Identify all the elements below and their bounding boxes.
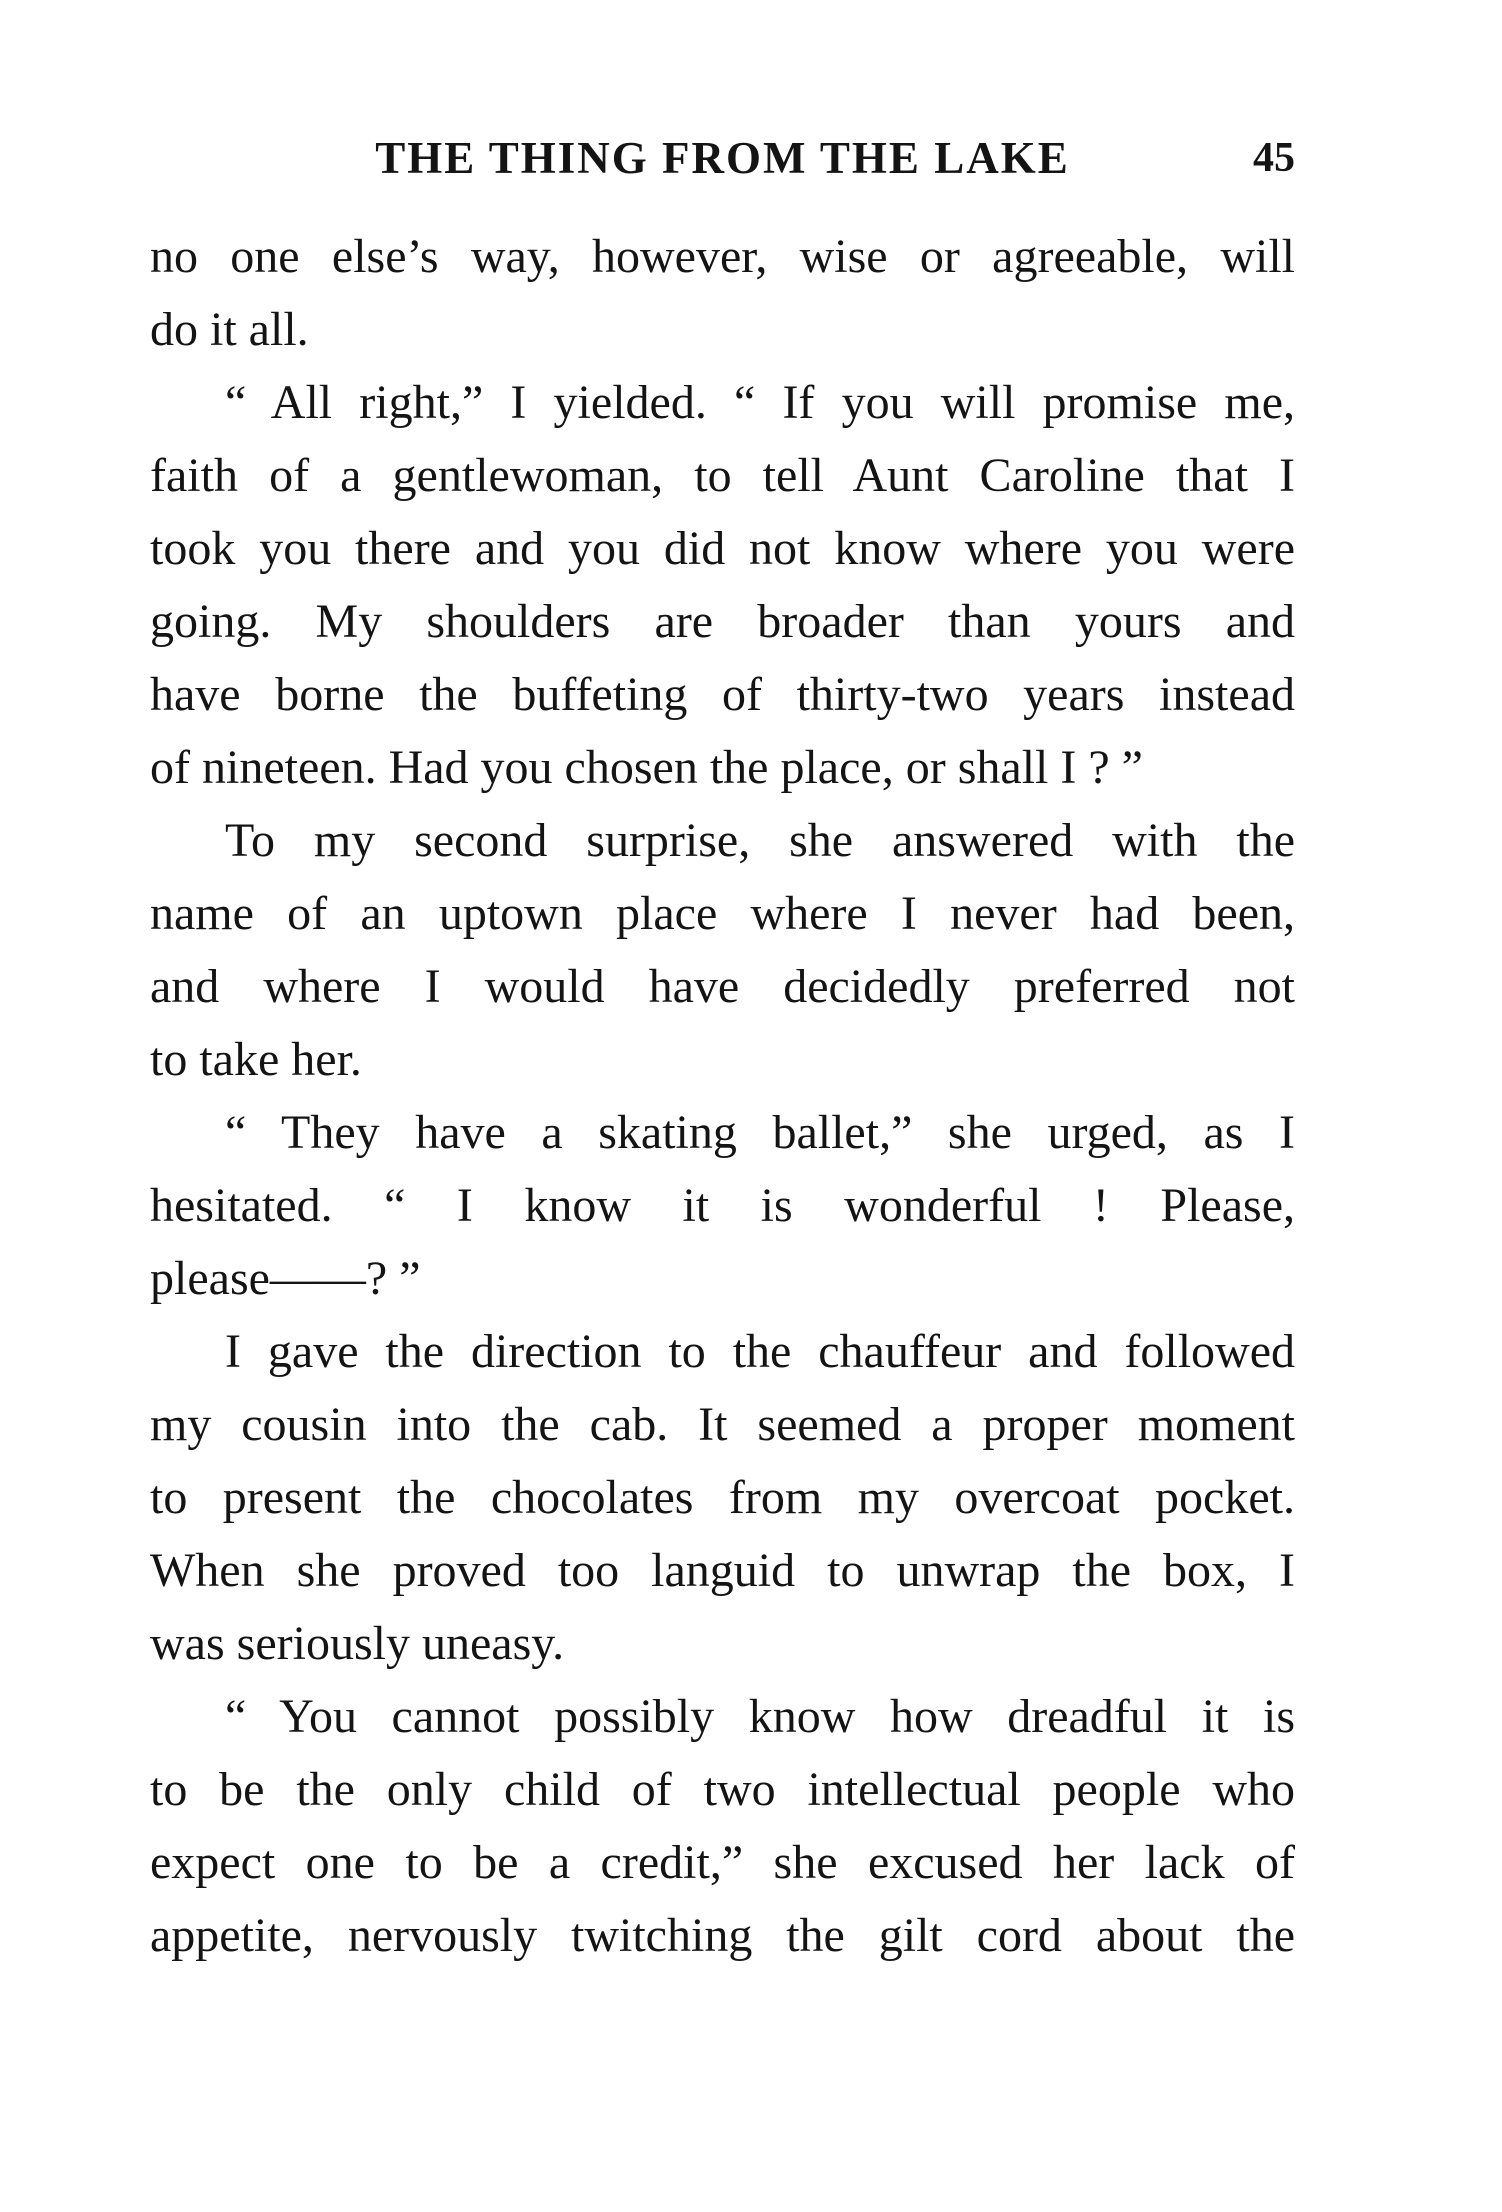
- running-head: [150, 128, 1295, 188]
- text-line: of nineteen. Had you chosen the place, or shall I ? ”: [150, 741, 1143, 794]
- text-line: faith of a gentlewoman, to tell Aunt Caroline that I: [150, 449, 1295, 502]
- text-line: To my second surprise, she answered with the: [225, 814, 1295, 867]
- text-line: no one else’s way, however, wise or agreeable, will: [150, 230, 1295, 283]
- text-line: to take her.: [150, 1033, 362, 1086]
- text-line: “ They have a skating ballet,” she urged, as I: [225, 1106, 1295, 1159]
- text-line: hesitated. “ I know it is wonderful ! Please,: [150, 1179, 1295, 1232]
- text-line: to present the chocolates from my overcoat pocket.: [150, 1471, 1295, 1524]
- text-line: appetite, nervously twitching the gilt cord about the: [150, 1909, 1295, 1962]
- running-title: THE THING FROM THE LAKE: [375, 133, 1070, 183]
- text-line: my cousin into the cab. It seemed a proper moment: [150, 1398, 1295, 1451]
- text-line: name of an uptown place where I never had been,: [150, 887, 1295, 940]
- text-line: expect one to be a credit,” she excused her lack of: [150, 1836, 1295, 1889]
- text-line: was seriously uneasy.: [150, 1617, 565, 1670]
- text-line: and where I would have decidedly preferred not: [150, 960, 1295, 1013]
- text-line: When she proved too languid to unwrap the box, I: [150, 1544, 1295, 1597]
- body-text: [150, 220, 1295, 1972]
- text-line: “ You cannot possibly know how dreadful it is: [225, 1690, 1295, 1743]
- text-line: have borne the buffeting of thirty-two years instead: [150, 668, 1295, 721]
- text-line: I gave the direction to the chauffeur and followed: [225, 1325, 1295, 1378]
- text-line: please——? ”: [150, 1252, 421, 1305]
- text-line: do it all.: [150, 303, 309, 356]
- text-line: took you there and you did not know where you were: [150, 522, 1295, 575]
- text-line: to be the only child of two intellectual people who: [150, 1763, 1295, 1816]
- text-line: “ All right,” I yielded. “ If you will promise me,: [225, 376, 1295, 429]
- text-line: going. My shoulders are broader than yours and: [150, 595, 1295, 648]
- page-number: 45: [1253, 135, 1295, 181]
